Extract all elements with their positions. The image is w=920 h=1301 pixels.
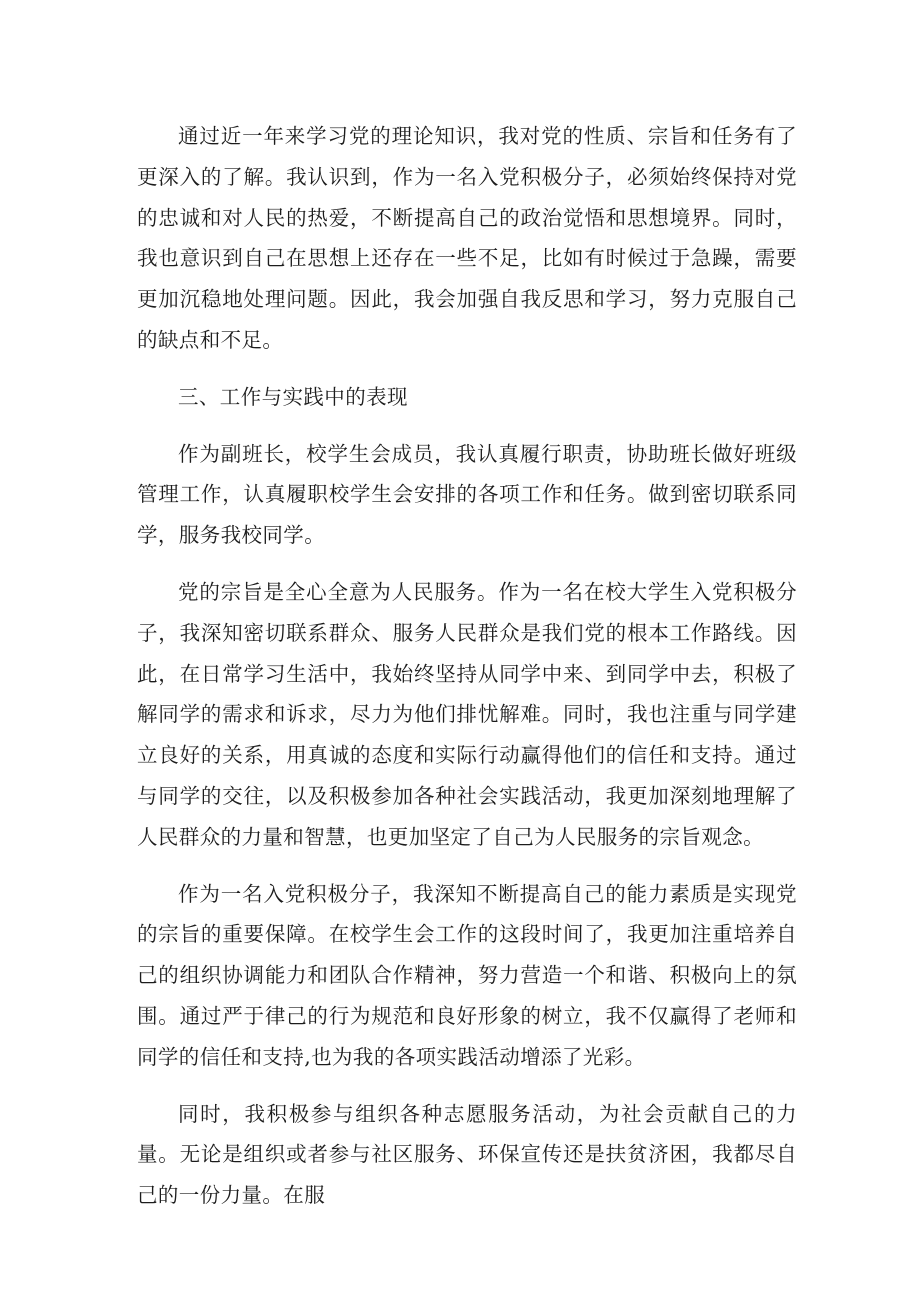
paragraph-theory-study: 通过近一年来学习党的理论知识，我对党的性质、宗旨和任务有了更深入的了解。我认识到，作为一名入党积极分子，必须始终保持对党的忠诚和对人民的热爱，不断提高自己的政治觉悟和思想境界。同时，我也意识到自己在思想上还存在一些不足，比如有时候过于急躁，需要更加沉稳地处理问题。因此，我会加强自我反思和学习，努力克服自己的缺点和不足。 xyxy=(137,124,797,352)
paragraph-class-duties: 作为副班长，校学生会成员，我认真履行职责，协助班长做好班级管理工作，认真履职校学生会安排的各项工作和任务。做到密切联系同学，服务我校同学。 xyxy=(137,441,797,548)
document-body xyxy=(137,116,797,1232)
paragraph-volunteer-service: 同时，我积极参与组织各种志愿服务活动，为社会贡献自己的力量。无论是组织或者参与社区服务、环保宣传还是扶贫济困，我都尽自己的一份力量。在服 xyxy=(137,1101,797,1208)
paragraph-ability-improvement: 作为一名入党积极分子，我深知不断提高自己的能力素质是实现党的宗旨的重要保障。在校学生会工作的这段时间了，我更加注重培养自己的组织协调能力和团队合作精神，努力营造一个和谐、积极向上的氛围。通过严于律己的行为规范和良好形象的树立，我不仅赢得了老师和同学的信任和支持,也为我的各项实践活动增添了光彩。 xyxy=(137,881,797,1069)
paragraph-party-purpose: 党的宗旨是全心全意为人民服务。作为一名在校大学生入党积极分子，我深知密切联系群众、服务人民群众是我们党的根本工作路线。因此，在日常学习生活中，我始终坚持从同学中来、到同学中去，积极了解同学的需求和诉求，尽力为他们排忧解难。同时，我也注重与同学建立良好的关系，用真诚的态度和实际行动赢得他们的信任和支持。通过与同学的交往，以及积极参加各种社会实践活动，我更加深刻地理解了人民群众的力量和智慧，也更加坚定了自己为人民服务的宗旨观念。 xyxy=(137,579,797,849)
section-heading-work-practice: 三、工作与实践中的表现 xyxy=(178,384,408,409)
